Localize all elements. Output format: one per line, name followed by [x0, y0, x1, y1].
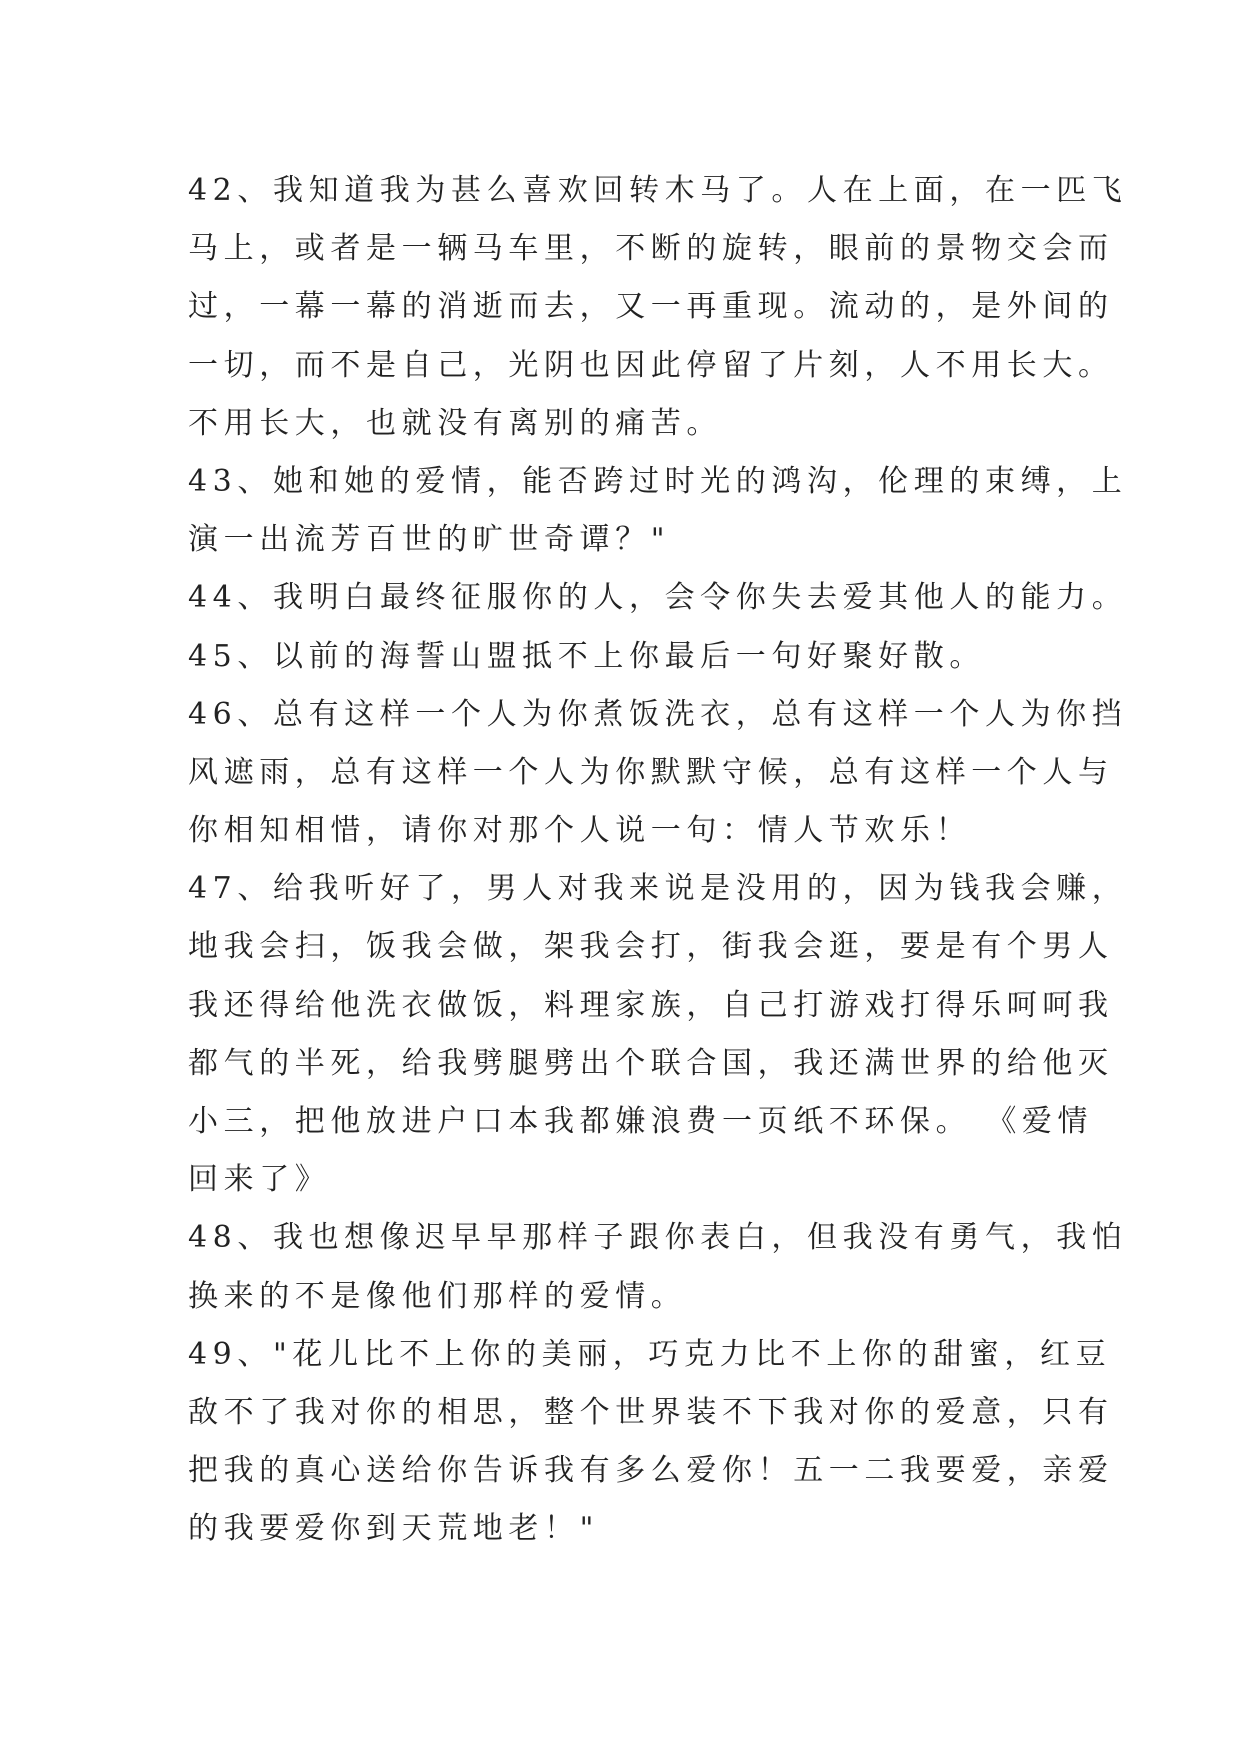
text-line: 的我要爱你到天荒地老！"	[188, 1511, 599, 1547]
text-line: 马上，或者是一辆马车里，不断的旋转，眼前的景物交会而	[188, 231, 1114, 267]
text-line: 43、她和她的爱情，能否跨过时光的鸿沟，伦理的束缚，上	[188, 463, 1128, 499]
text-line: 过，一幕一幕的消逝而去，又一再重现。流动的，是外间的	[188, 289, 1114, 325]
text-line: 风遮雨，总有这样一个人为你默默守候，总有这样一个人与	[188, 754, 1114, 790]
text-line: 42、我知道我为甚么喜欢回转木马了。人在上面，在一匹飞	[188, 173, 1128, 208]
text-line: 一切，而不是自己，光阴也因此停留了片刻，人不用长大。	[188, 347, 1114, 383]
text-line: 小三，把他放进户口本我都嫌浪费一页纸不环保。 《爱情	[188, 1104, 1094, 1139]
text-line: 45、以前的海誓山盟抵不上你最后一句好聚好散。	[188, 638, 985, 674]
text-line: 把我的真心送给你告诉我有多么爱你！五一二我要爱，亲爱	[188, 1453, 1114, 1489]
text-line: 46、总有这样一个人为你煮饭洗衣，总有这样一个人为你挡	[188, 696, 1128, 732]
text-line: 回来了》	[188, 1162, 331, 1198]
text-line: 不用长大，也就没有离别的痛苦。	[188, 405, 722, 441]
text-line: 44、我明白最终征服你的人，会令你失去爱其他人的能力。	[188, 580, 1128, 616]
text-line: 47、给我听好了，男人对我来说是没用的，因为钱我会赚，	[188, 871, 1128, 907]
text-line: 49、"花儿比不上你的美丽，巧克力比不上你的甜蜜，红豆	[188, 1336, 1112, 1372]
text-line: 演一出流芳百世的旷世奇谭？"	[188, 522, 671, 558]
text-line: 我还得给他洗衣做饭，料理家族，自己打游戏打得乐呵呵我	[188, 987, 1114, 1023]
text-line: 敌不了我对你的相思，整个世界装不下我对你的爱意，只有	[188, 1394, 1114, 1430]
text-line: 地我会扫，饭我会做，架我会打，街我会逛，要是有个男人	[188, 929, 1114, 965]
text-line: 都气的半死，给我劈腿劈出个联合国，我还满世界的给他灭	[188, 1045, 1114, 1081]
text-line: 你相知相惜，请你对那个人说一句：情人节欢乐！	[188, 813, 972, 849]
text-line: 48、我也想像迟早早那样子跟你表白，但我没有勇气，我怕	[188, 1220, 1128, 1256]
text-line: 换来的不是像他们那样的爱情。	[188, 1278, 687, 1314]
document-body	[188, 162, 1128, 1559]
